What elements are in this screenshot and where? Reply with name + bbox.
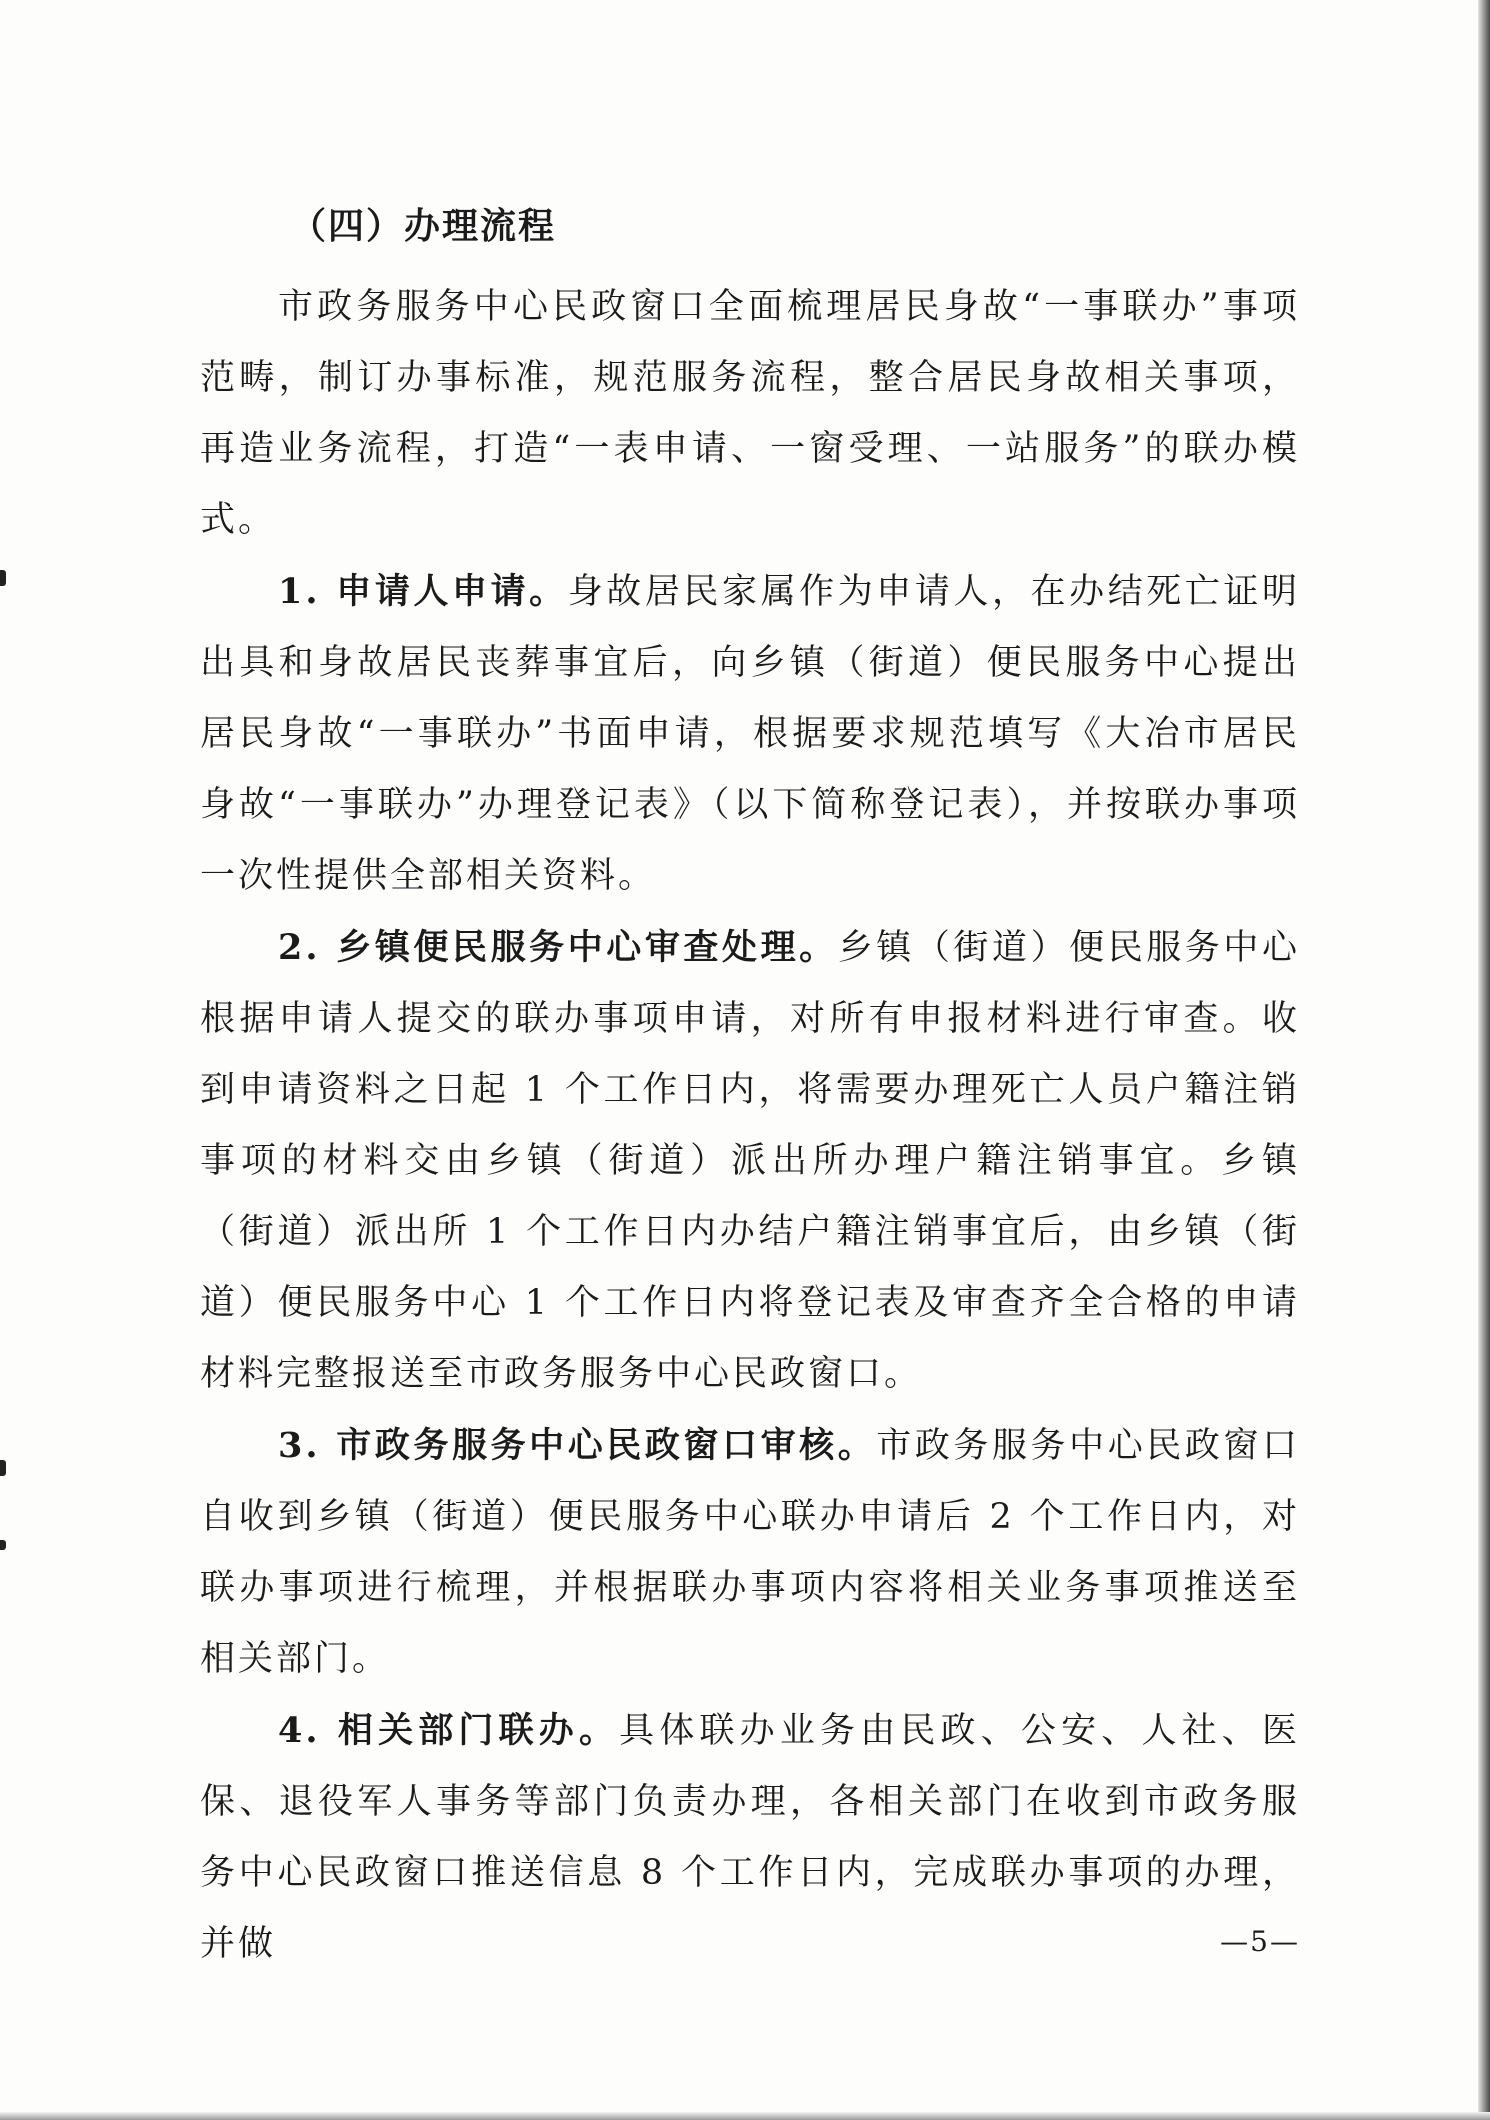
step-body: 身故居民家属作为申请人，在办结死亡证明出具和身故居民丧葬事宜后，向乡镇（街道）便民服务中心提出居民身故“一事联办”书面申请，根据要求规范填写《大冶市居民身故“一事联办”办理登记表》（以下简称登记表），并按联办事项一次性提供全部相关资料。 [200,572,1300,896]
step-paragraph [200,1695,1300,1980]
step-body: 具体联办业务由民政、公安、人社、医保、退役军人事务等部门负责办理，各相关部门在收到市政务服务中心民政窗口推送信息 8 个工作日内，完成联办事项的办理，并做 [200,1711,1300,1964]
binding-mark [0,1460,6,1476]
step-paragraph [200,556,1300,912]
step-title: 1. 申请人申请。 [278,571,568,612]
step-title: 2. 乡镇便民服务中心审查处理。 [278,927,838,968]
step-title: 3. 市政务服务中心民政窗口审核。 [278,1425,877,1466]
section-heading: （四）办理流程 [290,205,557,247]
document-body [200,200,1300,1980]
intro-paragraph: 市政务服务中心民政窗口全面梳理居民身故“一事联办”事项范畴，制订办事标准，规范服务流程，整合居民身故相关事项，再造业务流程，打造“一表申请、一窗受理、一站服务”的联办模式。 [200,287,1300,540]
page-number: —5— [1220,1925,1300,1958]
binding-mark [0,570,6,586]
step-body: 乡镇（街道）便民服务中心根据申请人提交的联办事项申请，对所有申报材料进行审查。收到申请资料之日起 1 个工作日内，将需要办理死亡人员户籍注销事项的材料交由乡镇（街道）派出所办理户籍注销事宜。乡镇（街道）派出所 1 个工作日内办结户籍注销事宜后，由乡镇（街道）便民服务中心 1 个工作日内将登记表及审查齐全合格的申请材料完整报送至市政务服务中心民政窗口。 [200,928,1300,1394]
scan-edge-right [1478,0,1490,2120]
step-paragraph [200,1410,1300,1695]
binding-mark [0,1540,6,1550]
step-body: 市政务服务中心民政窗口自收到乡镇（街道）便民服务中心联办申请后 2 个工作日内，对联办事项进行梳理，并根据联办事项内容将相关业务事项推送至相关部门。 [200,1426,1300,1679]
step-title: 4. 相关部门联办。 [278,1710,620,1751]
scan-edge-bottom [0,2112,1490,2120]
step-paragraph [200,912,1300,1410]
